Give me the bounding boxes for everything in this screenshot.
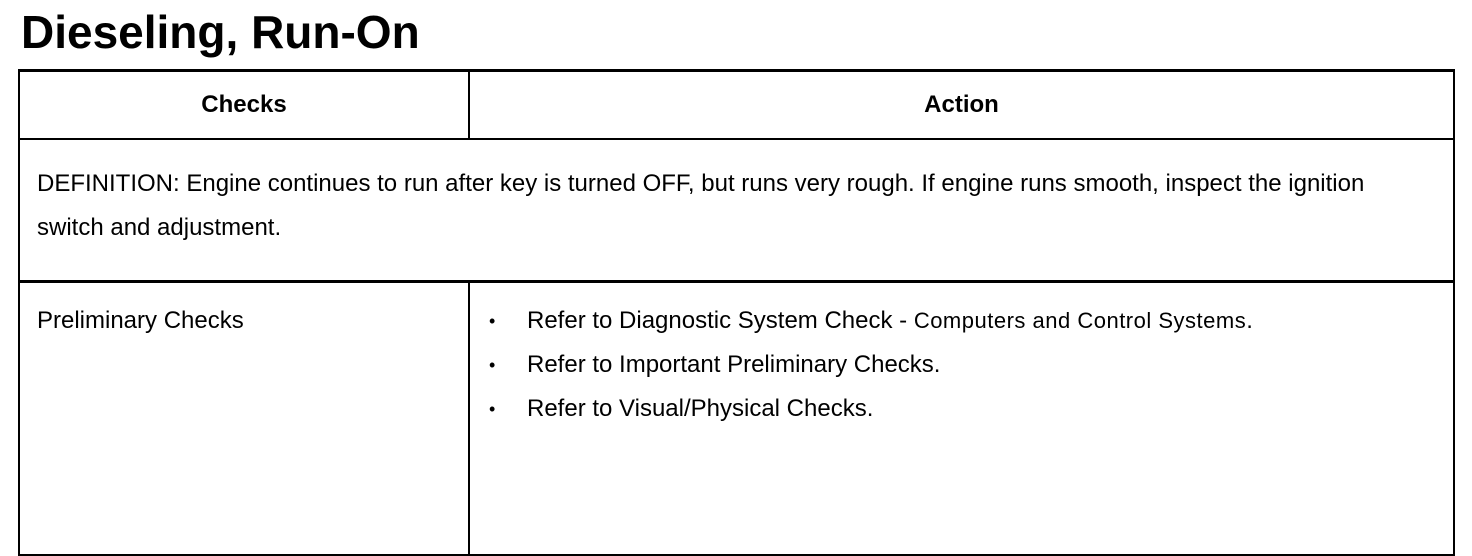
action-cell xyxy=(469,282,1454,556)
reference-link: Computers and Control Systems xyxy=(913,308,1247,333)
list-item xyxy=(470,350,1453,380)
action-suffix: . xyxy=(1246,307,1253,334)
action-text: Refer to Visual/Physical Checks. xyxy=(527,395,874,422)
definition-text: DEFINITION: Engine continues to run after key is turned OFF, but runs very rough. If engine runs smooth, inspect the ignition switch and adjustment. xyxy=(19,139,1454,282)
action-text: Refer to Diagnostic System Check - xyxy=(527,307,914,334)
action-text: Refer to Important Preliminary Checks. xyxy=(527,351,941,378)
bullet-icon: • xyxy=(489,399,496,419)
action-list xyxy=(470,306,1453,424)
bullet-icon: • xyxy=(489,355,496,375)
list-item xyxy=(470,306,1453,336)
check-label: Preliminary Checks xyxy=(19,282,469,556)
bullet-icon: • xyxy=(489,311,496,331)
checks-column-header: Checks xyxy=(19,71,469,140)
list-item xyxy=(470,394,1453,424)
definition-row xyxy=(19,139,1454,282)
page-title: Dieseling, Run-On xyxy=(21,6,420,58)
action-column-header: Action xyxy=(469,71,1454,140)
diagnostic-table xyxy=(18,69,1455,556)
table-header-row xyxy=(19,71,1454,140)
table-row xyxy=(19,282,1454,556)
